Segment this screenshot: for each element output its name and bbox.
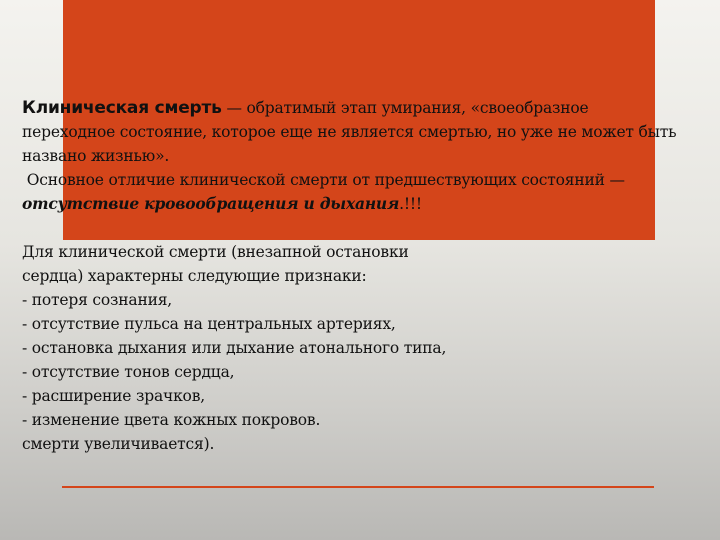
spacer bbox=[22, 216, 712, 240]
sign-item: - потеря сознания, bbox=[22, 291, 173, 309]
definition-text-1: обратимый этап умирания, «своеобразное bbox=[246, 99, 589, 117]
main-difference-key-line bbox=[22, 192, 712, 216]
definition-line-3: названо жизнью». bbox=[22, 147, 170, 165]
key-phrase-suffix: .!!! bbox=[399, 195, 422, 213]
sign-item: - отсутствие пульса на центральных артериях, bbox=[22, 315, 396, 333]
main-difference-line: Основное отличие клинической смерти от предшествующих состояний — bbox=[22, 171, 625, 189]
key-phrase: отсутствие кровообращения и дыхания bbox=[22, 194, 400, 213]
sign-item: - расширение зрачков, bbox=[22, 387, 205, 405]
sign-item: - изменение цвета кожных покровов. bbox=[22, 411, 321, 429]
definition-dash: — bbox=[221, 99, 247, 117]
slide-content bbox=[22, 96, 712, 456]
sign-item: - отсутствие тонов сердца, bbox=[22, 363, 235, 381]
sign-item: - остановка дыхания или дыхание атонального типа, bbox=[22, 339, 447, 357]
definition-line-1 bbox=[22, 96, 712, 120]
signs-trailing-text: смерти увеличивается). bbox=[22, 435, 215, 453]
definition-line-2: переходное состояние, которое еще не является смертью, но уже не может быть bbox=[22, 123, 677, 141]
definition-term: Клиническая смерть bbox=[22, 98, 222, 118]
bottom-divider bbox=[62, 486, 654, 488]
signs-intro-line-2: сердца) характерны следующие признаки: bbox=[22, 267, 367, 285]
signs-intro-line-1: Для клинической смерти (внезапной остановки bbox=[22, 243, 409, 261]
